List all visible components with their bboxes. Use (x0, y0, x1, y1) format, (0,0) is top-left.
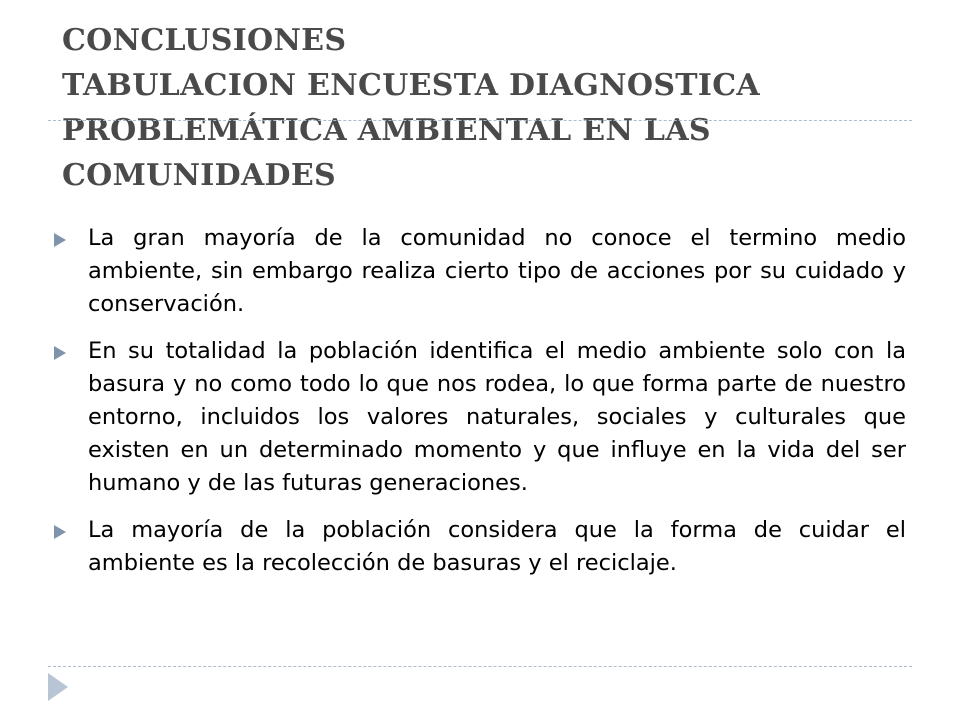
top-divider (48, 120, 912, 121)
bottom-divider (48, 666, 912, 667)
triangle-bullet-icon (54, 346, 66, 360)
triangle-bullet-icon (54, 525, 66, 539)
bullet-list (54, 222, 906, 594)
title-line-2: TABULACION ENCUESTA DIAGNOSTICA (62, 68, 760, 103)
bullet-item (54, 514, 906, 580)
bullet-item (54, 222, 906, 321)
title-line-4: COMUNIDADES (62, 158, 336, 193)
bullet-text: La gran mayoría de la comunidad no conoce el termino medio ambiente, sin embargo realiza cierto tipo de acciones por su cuidado y conservación. (88, 225, 906, 317)
bullet-item (54, 335, 906, 500)
bullet-text: La mayoría de la población considera que la forma de cuidar el ambiente es la recolección de basuras y el reciclaje. (88, 517, 906, 576)
title-line-3: PROBLEMÁTICA AMBIENTAL EN LAS (62, 113, 711, 148)
corner-triangle-icon (48, 673, 68, 701)
triangle-bullet-icon (54, 233, 66, 247)
title-line-1: CONCLUSIONES (62, 23, 347, 58)
slide-title (62, 18, 922, 198)
bullet-text: En su totalidad la población identifica el medio ambiente solo con la basura y no como todo lo que nos rodea, lo que forma parte de nuestro entorno, incluidos los valores naturales, sociales y culturales que existen en un determinado momento y que influye en la vida del ser humano y de las futuras generaciones. (88, 338, 906, 496)
